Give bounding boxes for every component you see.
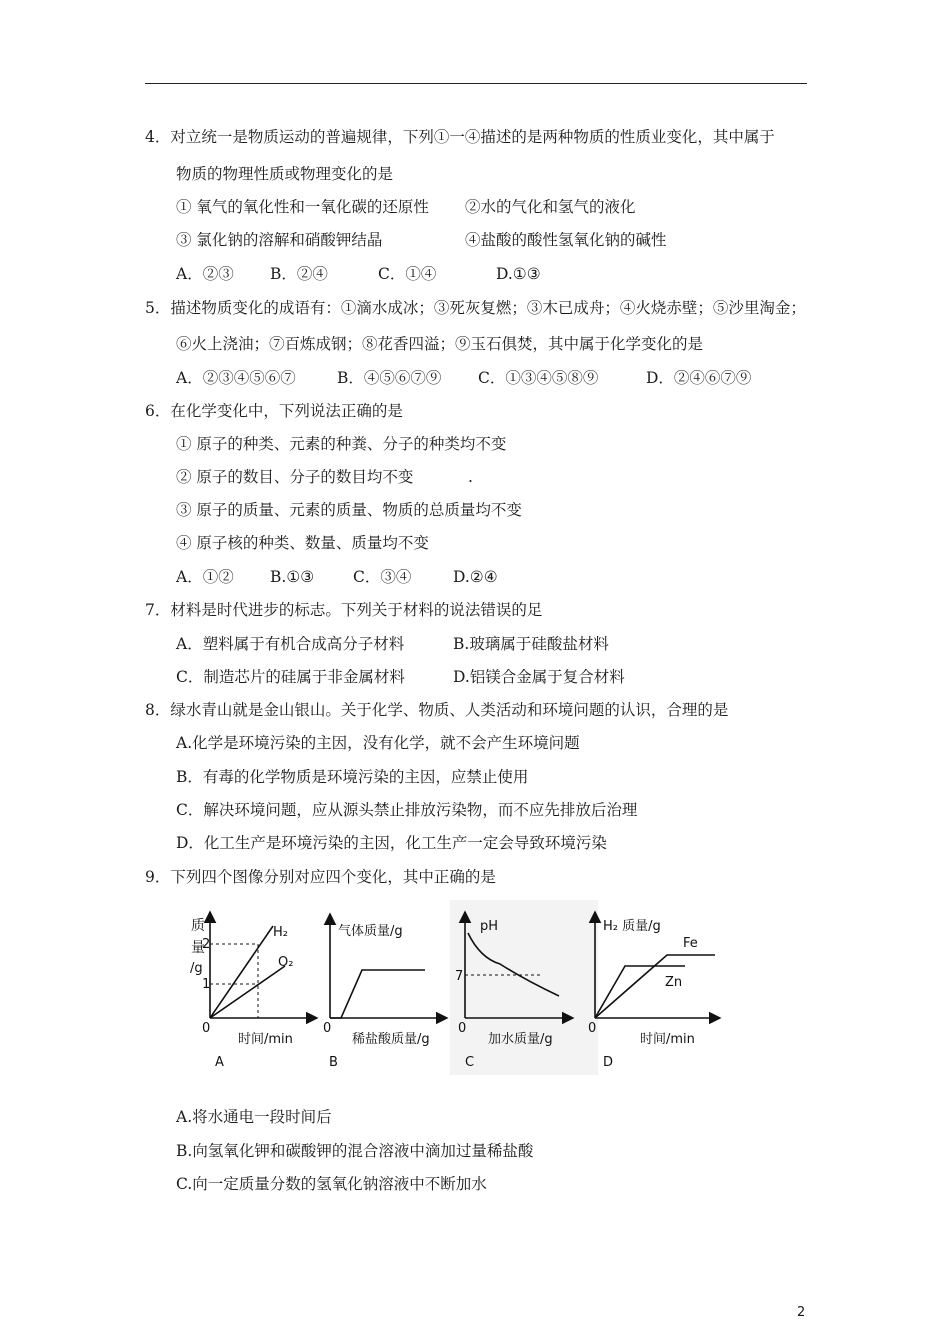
q7-option-a[interactable]: A．塑料属于有机合成高分子材料 <box>176 635 405 653</box>
graph-c-ylabel: pH <box>480 919 499 934</box>
graph-a-ylabel-3: /g <box>190 961 203 976</box>
header-rule <box>145 83 807 84</box>
graph-d-ylabel: H₂ 质量/g <box>603 919 661 934</box>
q7-stem: 7．材料是时代进步的标志。下列关于材料的说法错误的足 <box>145 601 543 619</box>
graph-b-curve <box>330 970 425 1018</box>
q4-item-4: ④盐酸的酸性氢氧化钠的碱性 <box>465 231 667 249</box>
q6-option-b[interactable]: B.①③ <box>270 568 315 586</box>
q9-option-a[interactable]: A.将水通电一段时间后 <box>176 1108 332 1126</box>
q7-option-d[interactable]: D.铝镁合金属于复合材料 <box>453 668 625 686</box>
q5-option-a[interactable]: A．②③④⑤⑥⑦ <box>176 369 296 387</box>
q4-item-2: ②水的气化和氢气的液化 <box>465 198 636 216</box>
graph-a-tick-1: 1 <box>202 977 211 992</box>
graph-a-ylabel-2: 量 <box>191 940 205 956</box>
graph-c-panel: C <box>465 1055 475 1070</box>
q9-option-b[interactable]: B.向氢氧化钾和碳酸钾的混合溶液中滴加过量稀盐酸 <box>176 1142 534 1160</box>
graph-d <box>588 912 720 1070</box>
q6-option-d[interactable]: D.②④ <box>453 568 498 586</box>
graph-a-origin: 0 <box>202 1021 211 1036</box>
q4-option-d[interactable]: D.①③ <box>496 265 541 283</box>
q6-stem: 6．在化学变化中，下列说法正确的是 <box>145 402 403 420</box>
graph-a-label-h2: H₂ <box>273 925 288 940</box>
q7-option-c[interactable]: C．制造芯片的硅属于非金属材料 <box>176 668 405 686</box>
q6-item-4: ④ 原子核的种类、数量、质量均不变 <box>176 534 429 552</box>
graph-d-panel: D <box>603 1055 614 1070</box>
q6-item-3: ③ 原子的质量、元素的质量、物质的总质量均不变 <box>176 501 522 519</box>
q7-option-b[interactable]: B.玻璃属于硅酸盐材料 <box>453 635 609 653</box>
q4-stem: 4．对立统一是物质运动的普遍规律，下列①一④描述的是两种物质的性质业变化，其中属于 <box>145 128 775 146</box>
q9-graphs-figure <box>175 900 735 1075</box>
graph-b-xlabel: 稀盐酸质量/g <box>352 1032 430 1047</box>
graph-b-ylabel: 气体质量/g <box>338 924 403 939</box>
q4-option-c[interactable]: C．①④ <box>378 265 437 283</box>
q5-option-d[interactable]: D．②④⑥⑦⑨ <box>646 369 752 387</box>
q4-item-1: ① 氧气的氧化性和一氧化碳的还原性 <box>176 198 429 216</box>
graph-d-label-zn: Zn <box>665 975 683 990</box>
q4-items-row2 <box>176 230 667 250</box>
page-number: 2 <box>797 1305 806 1320</box>
graph-d-label-fe: Fe <box>683 936 698 951</box>
q8-stem: 8．绿水青山就是金山银山。关于化学、物质、人类活动和环境问题的认识，合理的是 <box>145 701 729 719</box>
q9-stem: 9．下列四个图像分别对应四个变化，其中正确的是 <box>145 868 496 886</box>
q6-item-2-dot: . <box>468 468 473 486</box>
q5-stem-cont: ⑥火上浇油；⑦百炼成钢；⑧花香四溢；⑨玉石俱焚，其中属于化学变化的是 <box>176 335 704 353</box>
graph-c-origin: 0 <box>458 1021 467 1036</box>
q9-graphs-svg <box>175 900 735 1075</box>
q5-stem: 5．描述物质变化的成语有：①滴水成冰；③死灰复燃；③木已成舟；④火烧赤壁；⑤沙里淘金； <box>145 299 806 317</box>
q8-option-c[interactable]: C．解决环境问题，应从源头禁止排放污染物，而不应先排放后治理 <box>176 801 638 819</box>
graph-a <box>190 912 317 1070</box>
graph-a-label-o2: O₂ <box>278 955 294 970</box>
graph-c <box>450 900 598 1075</box>
graph-d-xlabel: 时间/min <box>640 1032 695 1047</box>
q6-item-2: ② 原子的数目、分子的数目均不变 <box>176 468 414 486</box>
graph-a-tick-2: 2 <box>202 937 211 952</box>
graph-b-panel: B <box>329 1055 338 1070</box>
graph-d-line-zn <box>595 966 685 1018</box>
q6-option-a[interactable]: A．①② <box>176 568 234 586</box>
graph-b-origin: 0 <box>323 1021 332 1036</box>
q5-option-c[interactable]: C．①③④⑤⑧⑨ <box>478 369 599 387</box>
q4-item-3: ③ 氯化钠的溶解和硝酸钾结晶 <box>176 231 383 249</box>
q4-stem-cont: 物质的物理性质或物理变化的是 <box>176 165 394 183</box>
q4-option-a[interactable]: A．②③ <box>176 265 234 283</box>
q6-option-c[interactable]: C．③④ <box>353 568 412 586</box>
q4-items-row1 <box>176 197 636 217</box>
q6-item-1: ① 原子的种类、元素的种粪、分子的种类均不变 <box>176 435 507 453</box>
graph-a-panel: A <box>215 1055 224 1070</box>
q9-option-c[interactable]: C.向一定质量分数的氢氧化钠溶液中不断加水 <box>176 1175 487 1193</box>
graph-d-origin: 0 <box>588 1021 597 1036</box>
graph-a-ylabel-1: 质 <box>191 918 205 934</box>
graph-c-scan-background <box>450 900 598 1075</box>
q5-option-b[interactable]: B．④⑤⑥⑦⑨ <box>337 369 442 387</box>
graph-b <box>323 914 447 1070</box>
q6-item-2-row <box>176 467 473 487</box>
graph-a-line-o2 <box>210 966 285 1018</box>
graph-c-xlabel: 加水质量/g <box>488 1032 553 1047</box>
q4-option-b[interactable]: B．②④ <box>270 265 328 283</box>
graph-a-line-h2 <box>210 926 273 1018</box>
graph-c-tick-7: 7 <box>455 969 464 984</box>
q8-option-b[interactable]: B．有毒的化学物质是环境污染的主因，应禁止使用 <box>176 768 529 786</box>
graph-a-xlabel: 时间/min <box>238 1032 293 1047</box>
q8-option-a[interactable]: A.化学是环境污染的主因，没有化学，就不会产生环境问题 <box>176 734 580 752</box>
q8-option-d[interactable]: D．化工生产是环境污染的主因，化工生产一定会导致环境污染 <box>176 834 607 852</box>
